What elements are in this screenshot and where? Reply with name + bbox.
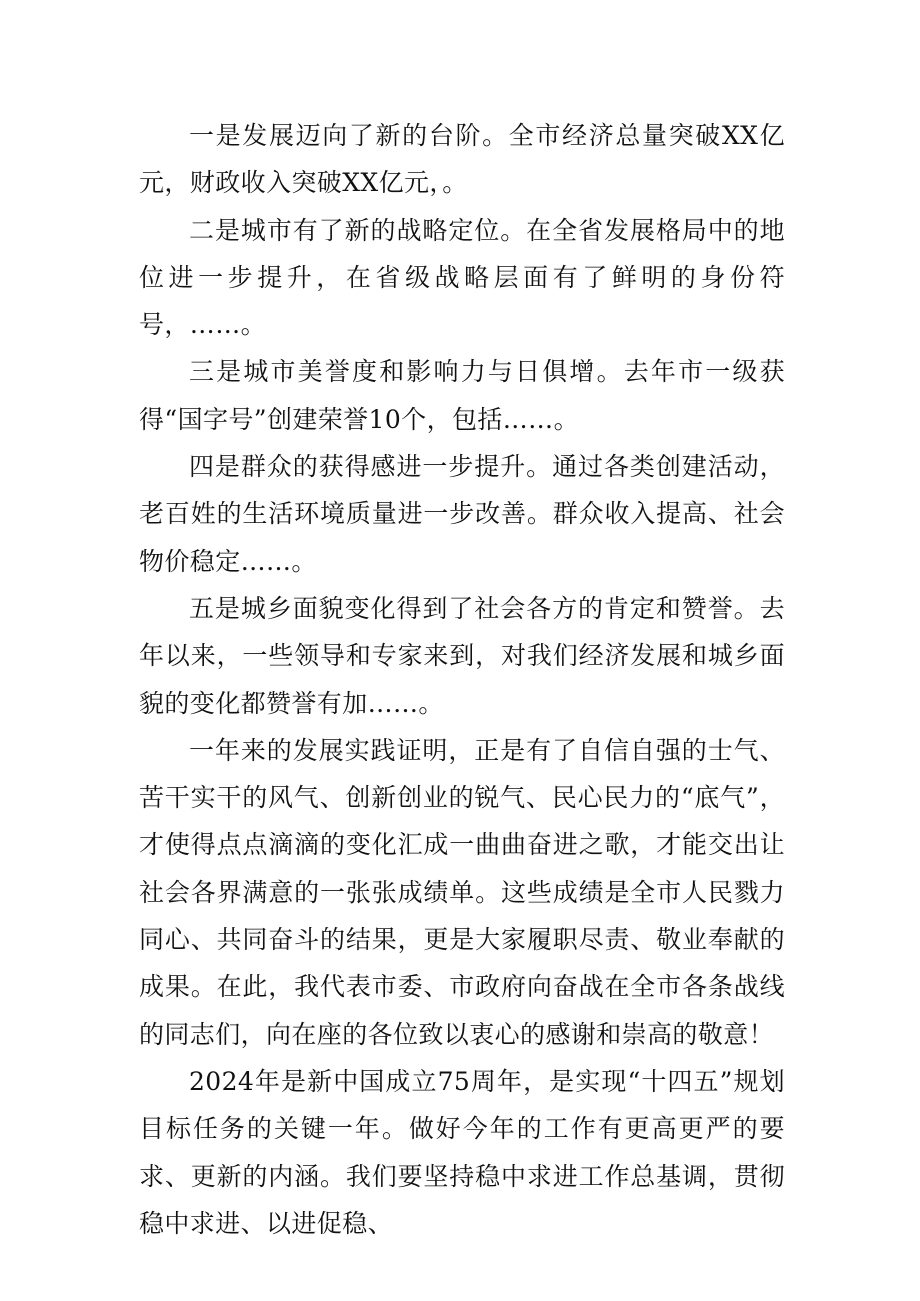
paragraph-5: 五是城乡面貌变化得到了社会各方的肯定和赞誉。去年以来，一些领导和专家来到，对我们经济发展和城乡面貌的变化都赞誉有加……。	[139, 593, 785, 718]
paragraph-1: 一是发展迈向了新的台阶。全市经济总量突破XX亿元，财政收入突破XX亿元，。	[139, 121, 785, 198]
paragraph-4: 四是群众的获得感进一步提升。通过各类创建活动，老百姓的生活环境质量进一步改善。群众收入提高、社会物价稳定……。	[139, 452, 785, 576]
document-body	[139, 112, 785, 1247]
paragraph-6: 一年来的发展实践证明，正是有了自信自强的士气、苦干实干的风气、创新创业的锐气、民心民力的“底气”，才使得点点滴滴的变化汇成一曲曲奋进之歌，才能交出让社会各界满意的一张张成绩单。这些成绩是全市人民戮力同心、共同奋斗的结果，更是大家履职尽责、敬业奉献的成果。在此，我代表市委、市政府向奋战在全市各条战线的同志们，向在座的各位致以衷心的感谢和崇高的敬意！	[139, 735, 785, 1049]
paragraph-7: 2024年是新中国成立75周年，是实现“十四五”规划目标任务的关键一年。做好今年的工作有更高更严的要求、更新的内涵。我们要坚持稳中求进工作总基调，贯彻稳中求进、以进促稳、	[139, 1066, 785, 1238]
paragraph-2: 二是城市有了新的战略定位。在全省发展格局中的地位进一步提升，在省级战略层面有了鲜明的身份符号，……。	[139, 215, 785, 340]
paragraph-3: 三是城市美誉度和影响力与日俱增。去年市一级获得“国字号”创建荣誉10个，包括……。	[139, 357, 785, 434]
